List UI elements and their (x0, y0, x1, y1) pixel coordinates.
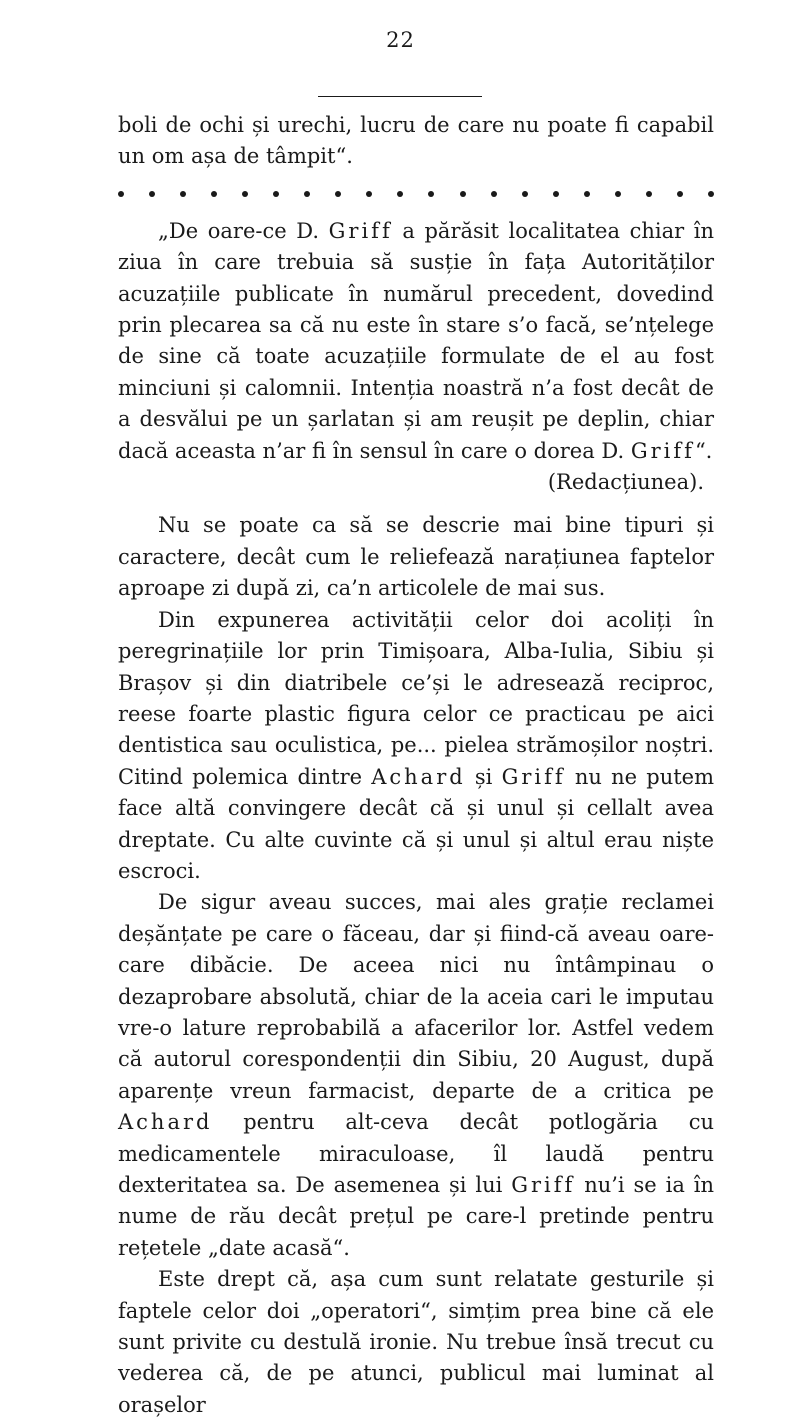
paragraph-text: De sigur aveau succes, mai ales grație reclamei deșănțate pe care o făceau, dar și fiind-că aveau oare-care dibăcie. De aceea nici nu întâmpinau o dezaprobare absolută, chiar de la aceia cari le imputau vre-o lature reprobabilă a afacerilor lor. Astfel vedem că autorul corespondenții din Sibiu, 20 August, după aparențe vreun farmacist, departe de a critica pe (118, 890, 714, 1103)
separator-dot (211, 191, 217, 197)
person-name: Griff (511, 1173, 576, 1197)
separator-dot (304, 191, 310, 197)
person-name: Griff (501, 764, 566, 789)
separator-dot (118, 191, 124, 197)
separator-dot (646, 191, 652, 197)
note-text: a părăsit localitatea chiar în ziua în care trebuia să susție în fața Autorităților acuzațiile publicate în numărul precedent, dovedind prin plecarea sa că nu este în stare s’o facă, se’nțelege de sine că toate acuzațiile formulate de el au fost minciuni și calomnii. Intenția noastră n’a fost decât de a desvălui pe un șarlatan și am reușit pe deplin, chiar dacă aceasta n’ar fi în sensul în care o dorea D. (118, 218, 714, 463)
separator-dot (708, 191, 714, 197)
body-text (118, 110, 714, 1421)
person-name: Griff (630, 438, 695, 463)
person-name: Achard (118, 1110, 213, 1135)
paragraph-text: și (465, 764, 502, 789)
ellipsis-separator (118, 179, 714, 210)
paragraph-text: nu’i se ia în nume de rău decât prețul pe care-l pretinde pentru rețetele „date acasă“. (118, 1173, 714, 1260)
separator-dot (366, 191, 372, 197)
separator-dot (273, 191, 279, 197)
paragraph-text: pentru alt-ceva decât potlogăria cu medicamentele miraculoase, îl laudă pentru dexteritatea sa. De asemenea și lui (118, 1110, 714, 1197)
separator-dot (460, 191, 466, 197)
separator-dot (242, 191, 248, 197)
person-name: Griff (328, 218, 393, 243)
separator-dot (522, 191, 528, 197)
editorial-note-paragraph (118, 216, 714, 467)
separator-dot (584, 191, 590, 197)
person-name: Achard (371, 764, 466, 789)
paragraph-text: nu ne putem face altă convingere decât că și unul și cellalt avea dreptate. Cu alte cuvinte că și unul și altul erau niște escroci. (118, 764, 714, 883)
separator-dot (615, 191, 621, 197)
separator-dot (428, 191, 434, 197)
paragraph (118, 887, 714, 1264)
separator-dot (491, 191, 497, 197)
separator-dot (149, 191, 155, 197)
separator-dot (397, 191, 403, 197)
separator-dot (553, 191, 559, 197)
note-text: „De oare-ce D. (158, 218, 329, 243)
paragraph: Este drept că, așa cum sunt relatate gesturile și faptele celor doi „operatori“, simțim prea bine că ele sunt privite cu destulă ironie. Nu trebue însă trecut cu vederea că, de pe atunci, publicul mai luminat al orașelor (118, 1267, 714, 1417)
paragraph: Nu se poate ca să se descrie mai bine tipuri și caractere, decât cum le reliefează narațiunea faptelor aproape zi după zi, ca’n articolele de mai sus. (118, 513, 714, 601)
separator-dot (677, 191, 683, 197)
note-text: “. (694, 438, 713, 463)
page-number: 22 (386, 28, 415, 52)
page-number-rule (318, 96, 482, 97)
editorial-signature: (Redacțiunea). (547, 470, 704, 495)
paragraph (118, 605, 714, 888)
opening-paragraph: boli de ochi și urechi, lucru de care nu poate fi capabil un om așa de tâmpit“. (118, 113, 714, 169)
paragraph-text: Din expunerea activității celor doi acoliți în peregrinațiile lor prin Timișoara, Alba-Iulia, Sibiu și Brașov și din diatribele ce’și le adresează reciproc, reese foarte plastic figura celor ce practicau pe aici dentistica sau oculistica, pe... pielea strămoșilor noștri. Citind polemica dintre (118, 607, 714, 789)
separator-dot (180, 191, 186, 197)
separator-dot (335, 191, 341, 197)
